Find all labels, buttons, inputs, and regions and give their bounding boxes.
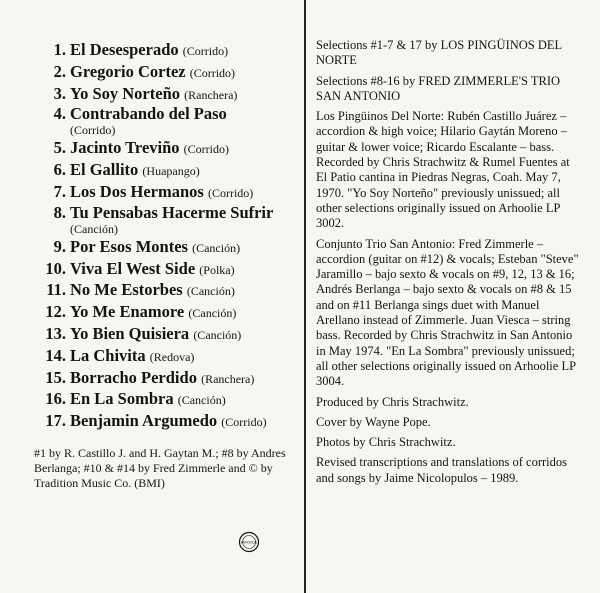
track-genre: (Canción) [186,284,235,299]
track-item [34,368,298,390]
track-genre: (Polka) [199,262,235,277]
track-list [34,40,298,433]
track-title: Yo Me Enamore [70,302,185,322]
track-item [34,346,298,368]
track-number: 13. [45,323,66,343]
track-title: Yo Soy Norteño [70,83,180,103]
track-number: 15. [45,367,66,387]
selections-pinguinos: Selections #1-7 & 17 by LOS PINGÜINOS DEL NORTE [316,38,562,68]
track-number: 6. [53,160,66,180]
track-number: 9. [53,236,66,256]
publishing-credits [34,446,294,491]
track-item [34,84,298,106]
track-genre: (Redova) [149,349,195,364]
track-genre: (Corrido) [183,142,229,157]
track-title: Viva El West Side [70,258,196,278]
selections-zimmerle: Selections #8-16 by FRED ZIMMERLE'S TRIO SAN ANTONIO [316,73,561,103]
track-number: 14. [45,345,66,365]
track-title: Yo Bien Quisiera [70,323,190,343]
track-number: 7. [53,181,66,201]
track-title: Gregorio Cortez [70,61,186,81]
column-divider [304,0,306,593]
track-item [34,138,298,160]
track-title: Por Esos Montes [70,236,188,256]
track-number: 10. [45,258,66,278]
pinguinos-personnel: Los Pingüinos Del Norte: Rubén Castillo Juárez – accordion & high voice; Hilario Gaytán Moreno – guitar & lower voice; Ricardo Escalante – bass. Recorded by Chris Strachwitz & Rumel Fuentes at El Patio cantina in Piedras Negras, Coah. May 7, 1970. "Yo Soy Norteño" previously unissued; all other selections originally issued on Arhoolie LP 3002. [316,109,570,231]
track-item [34,302,298,324]
logo-text: ARHOOLIE [240,540,258,545]
arhoolie-logo-icon [238,531,260,553]
track-number: 17. [45,411,66,431]
track-title: Contrabando del Paso [70,104,227,124]
track-genre: (Corrido) [189,65,236,80]
track-item [34,204,298,237]
publishing-text: #1 by R. Castillo J. and H. Gaytan M.; #8 by Andres Berlanga; #10 & #14 by Fred Zimmerle and © by Tradition Music Co. (BMI) [34,446,286,490]
track-item [34,182,298,204]
track-title: En La Sombra [70,389,174,409]
track-genre: (Canción) [70,221,118,236]
track-genre: (Canción) [188,306,237,321]
track-number: 8. [53,202,66,222]
track-genre: (Corrido) [221,415,267,430]
track-number: 2. [53,61,66,81]
track-item [34,324,298,346]
track-title: Tu Pensabas Hacerme Sufrir [70,202,274,222]
track-item [34,62,298,84]
producer-credit: Produced by Chris Strachwitz. [316,394,469,409]
track-number: 3. [53,83,66,103]
track-genre: (Huapango) [142,164,200,179]
track-item [34,40,298,62]
track-item [34,259,298,281]
photos-credit: Photos by Chris Strachwitz. [316,435,456,450]
track-genre: (Canción) [177,393,226,408]
track-genre: (Ranchera) [201,371,255,386]
track-title: Jacinto Treviño [70,138,180,158]
track-item [34,389,298,411]
track-number: 16. [45,389,66,409]
track-genre: (Corrido) [182,44,229,58]
track-item [34,280,298,302]
track-title: El Desesperado [70,40,179,59]
transcriptions-credit: Revised transcriptions and translations of corridos and songs by Jaime Nicolopulos – 1989. [316,455,567,485]
track-number: 12. [45,302,66,322]
track-title: La Chivita [70,345,146,365]
liner-notes [316,38,582,491]
track-title: No Me Estorbes [70,280,183,300]
cover-credit: Cover by Wayne Pope. [316,414,431,429]
trio-personnel: Conjunto Trio San Antonio: Fred Zimmerle – accordion (guitar on #12) & vocals; Esteban "Steve" Jaramillo – bajo sexto & vocals on #9, 12, 13 & 16; Andrés Berlanga – bajo sexto & vocals on #8 & 15 and on #11 Berlanga sings duet with Manuel Arellano instead of Zimmerle. Juan Viesca – string bass. Recorded by Chris Strachwitz in San Antonio in May 1974. "En La Sombra" previously unissued; all other selections originally issued on Arhoolie LP 3004. [316,236,579,389]
track-genre: (Corrido) [70,123,116,138]
track-number: 11. [46,280,66,300]
track-item [34,237,298,259]
track-title: El Gallito [70,160,139,180]
track-genre: (Canción) [193,327,242,342]
track-genre: (Ranchera) [184,87,238,102]
track-title: Borracho Perdido [70,367,197,387]
track-item [34,411,298,433]
track-number: 1. [53,40,66,59]
track-number: 5. [53,138,66,158]
track-item [34,105,298,138]
track-title: Los Dos Hermanos [70,181,204,201]
track-genre: (Corrido) [207,185,254,200]
track-item [34,160,298,182]
track-title: Benjamin Argumedo [70,411,218,431]
track-number: 4. [53,104,66,124]
track-genre: (Canción) [192,240,241,255]
